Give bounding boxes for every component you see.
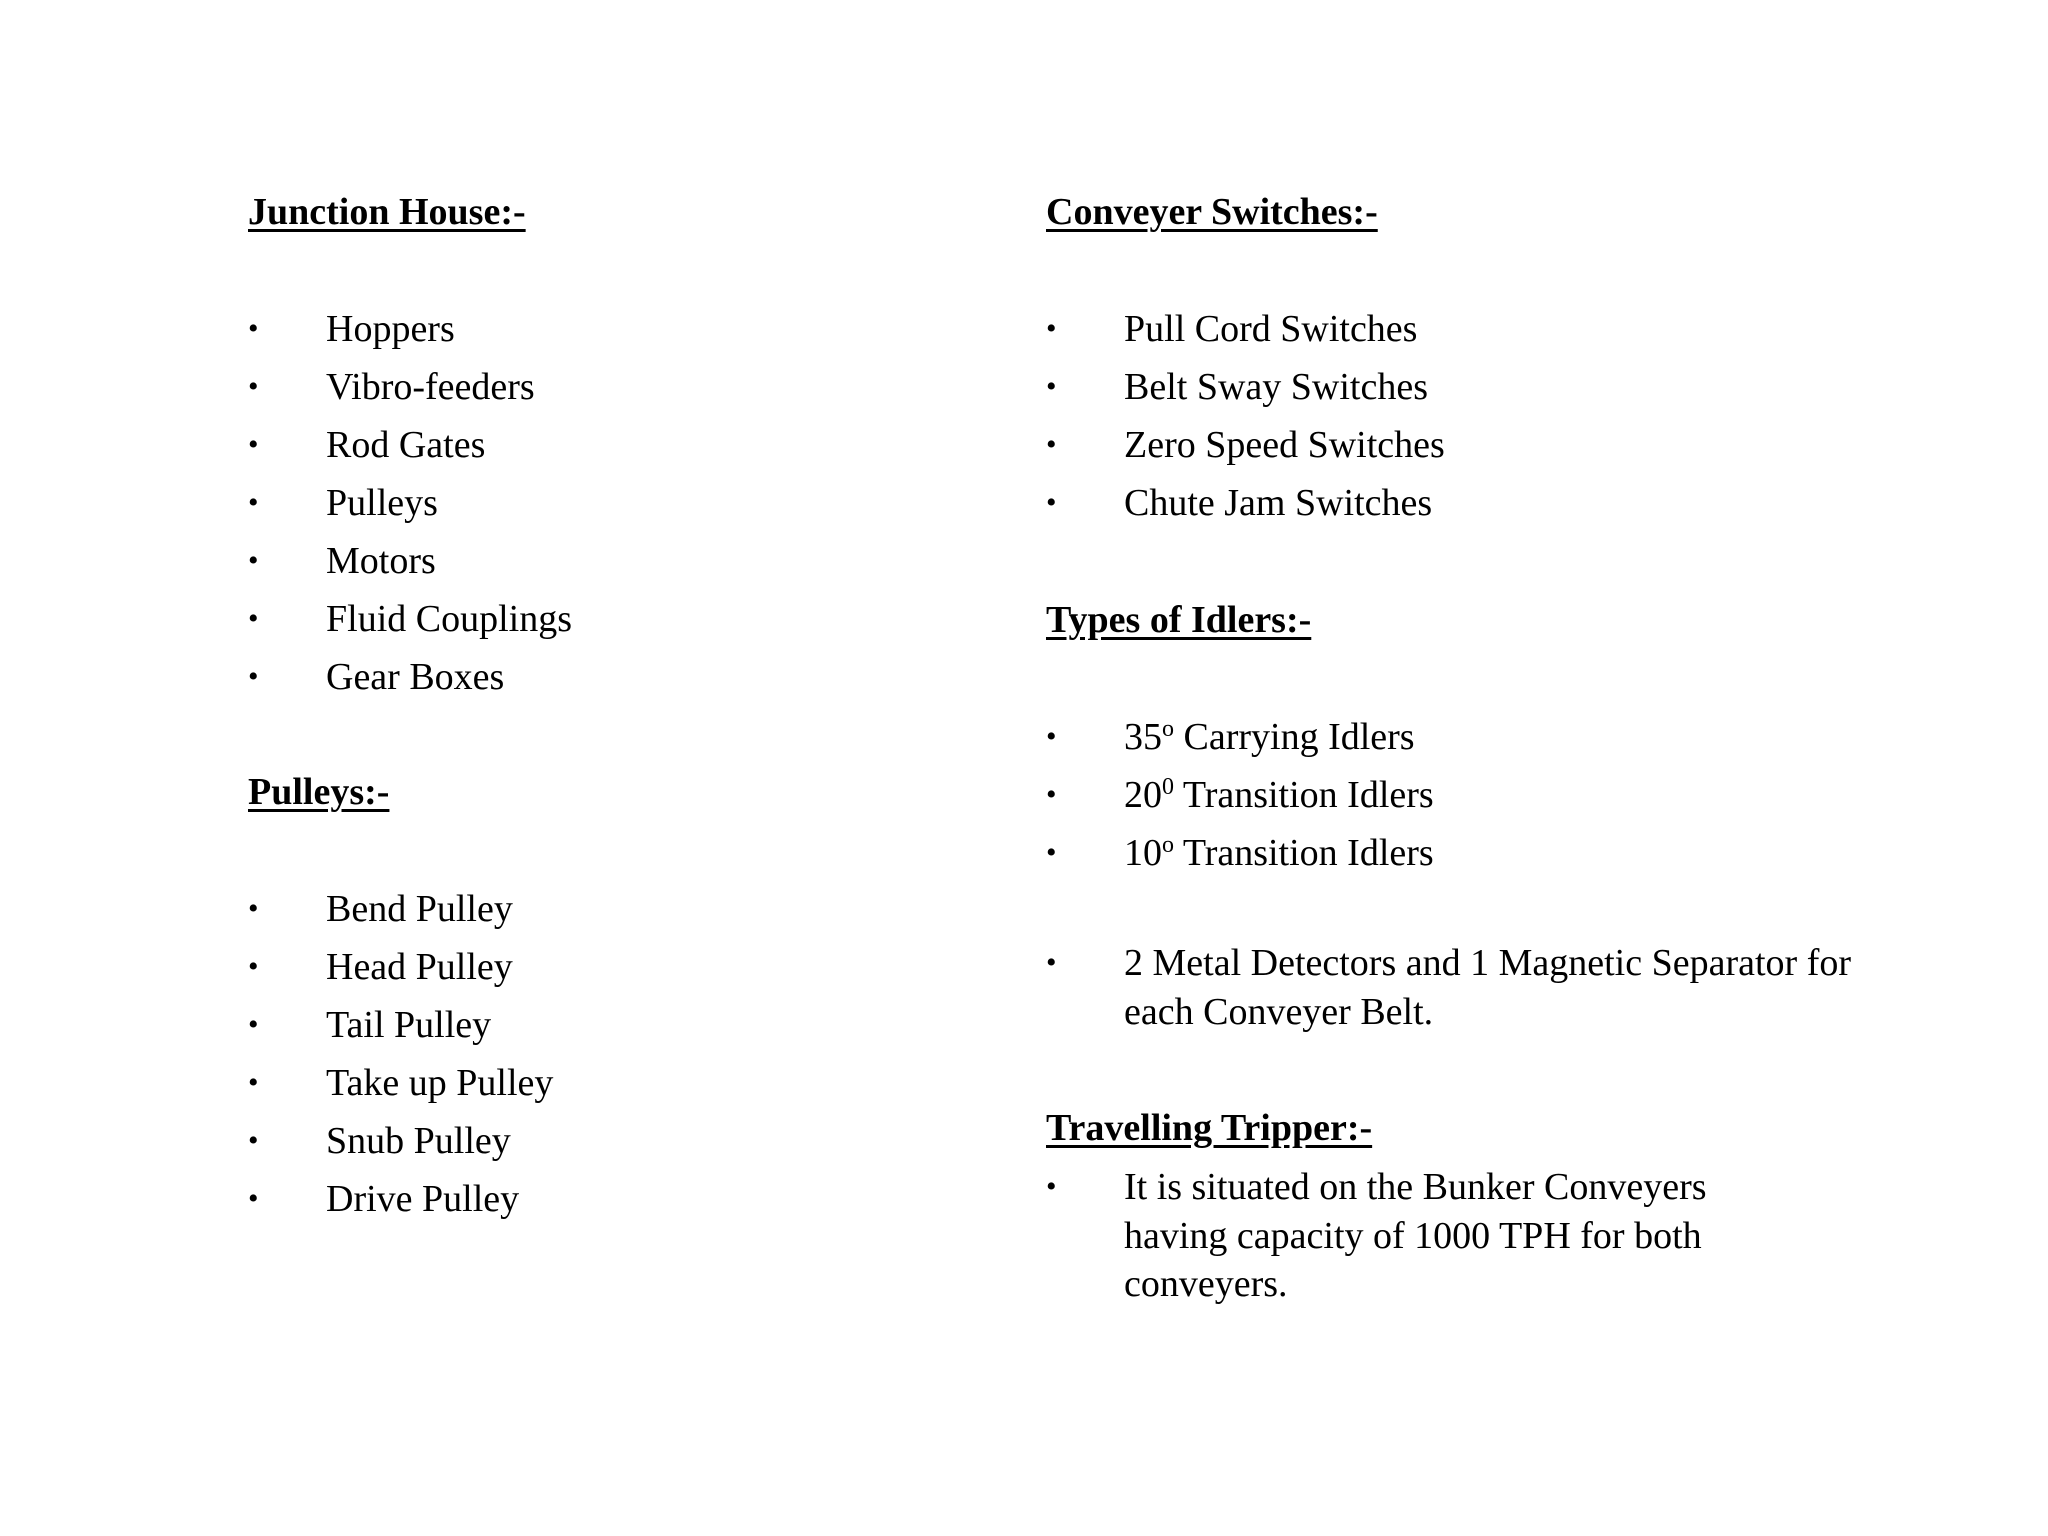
bullet-icon: • [1046,428,1057,461]
detectors-list [1046,939,1886,1036]
bullet-icon: • [248,370,259,403]
bullet-icon: • [1046,1170,1057,1203]
list-item: • Fluid Couplings [248,590,572,648]
conveyer-switches-list [1046,300,1445,532]
list-item: • Take up Pulley [248,1054,553,1112]
list-item: • Bend Pulley [248,880,553,938]
list-item: • Pull Cord Switches [1046,300,1445,358]
pulleys-heading: Pulleys:- [248,771,390,813]
list-item: • Tail Pulley [248,996,553,1054]
types-of-idlers-list [1046,708,1434,882]
list-item: • 2 Metal Detectors and 1 Magnetic Separator for each Conveyer Belt. [1046,939,1886,1036]
list-item: • 10$^o$ Transition Idlers [1046,824,1434,882]
list-item: • Chute Jam Switches [1046,474,1445,532]
list-item: • Rod Gates [248,416,572,474]
list-item: • Head Pulley [248,938,553,996]
bullet-icon: • [1046,836,1057,869]
list-item: • It is situated on the Bunker Conveyers having capacity of 1000 TPH for both conveyers. [1046,1163,1746,1309]
bullet-icon: • [1046,312,1057,345]
degree-superscript: 0 [1162,774,1174,800]
types-of-idlers-heading: Types of Idlers:- [1046,599,1312,641]
bullet-icon: • [248,312,259,345]
travelling-tripper-list [1046,1163,1746,1309]
junction-house-list [248,300,572,706]
list-item: • 35$^o$ Carrying Idlers [1046,708,1434,766]
conveyer-switches-heading: Conveyer Switches:- [1046,191,1378,233]
list-item: • Gear Boxes [248,648,572,706]
degree-superscript: o [1162,716,1174,742]
bullet-icon: • [248,660,259,693]
degree-superscript: o [1162,832,1174,858]
list-item: • Belt Sway Switches [1046,358,1445,416]
bullet-icon: • [1046,778,1057,811]
list-item: • $20^0$ Transition Idlers [1046,766,1434,824]
list-item: • Zero Speed Switches [1046,416,1445,474]
pulleys-list [248,880,553,1228]
travelling-tripper-heading: Travelling Tripper:- [1046,1107,1373,1149]
bullet-icon: • [248,1066,259,1099]
bullet-icon: • [248,1124,259,1157]
list-item: • Pulleys [248,474,572,532]
junction-house-heading: Junction House:- [248,191,526,233]
bullet-icon: • [248,602,259,635]
list-item: • Snub Pulley [248,1112,553,1170]
list-item: • Motors [248,532,572,590]
bullet-icon: • [248,428,259,461]
bullet-icon: • [1046,486,1057,519]
bullet-icon: • [248,486,259,519]
bullet-icon: • [1046,370,1057,403]
bullet-icon: • [248,1182,259,1215]
list-item: • Drive Pulley [248,1170,553,1228]
bullet-icon: • [248,950,259,983]
bullet-icon: • [248,1008,259,1041]
bullet-icon: • [1046,720,1057,753]
bullet-icon: • [248,892,259,925]
bullet-icon: • [1046,946,1057,979]
list-item: • Hoppers [248,300,572,358]
list-item: • Vibro-feeders [248,358,572,416]
bullet-icon: • [248,544,259,577]
